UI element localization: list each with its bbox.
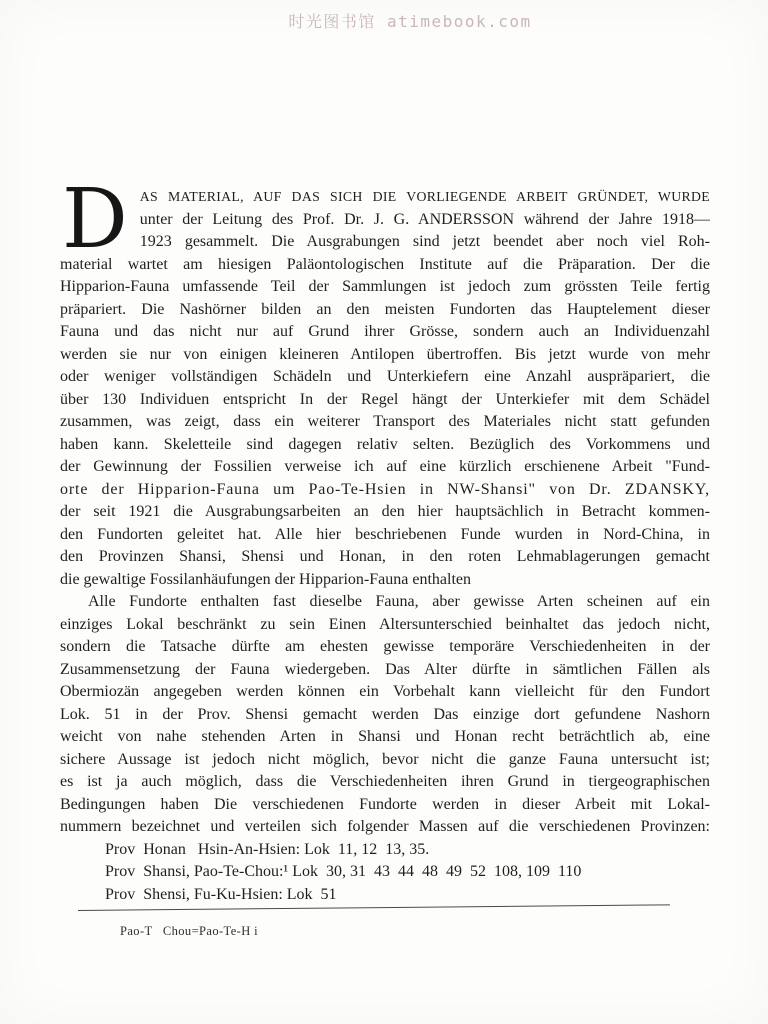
text-line: Lok. 51 in der Prov. Shensi gemacht werden Das einzige dort gefundene Nashorn <box>60 705 710 723</box>
paragraph-1 <box>60 172 710 591</box>
text-line: präpariert. Die Nashörner bilden an den meisten Fundorten das Hauptelement dieser <box>60 300 710 318</box>
text-line: werden sie nur von einigen kleineren Antilopen übertroffen. Bis jetzt wurde von mehr <box>60 345 710 363</box>
drop-cap-letter: D <box>62 172 128 267</box>
watermark-text: 时光图书馆 atimebook.com <box>288 12 532 31</box>
text-line: Fauna und das nicht nur auf Grund ihrer Grösse, sondern auch an Individuenzahl <box>60 323 710 340</box>
text-line: den Provinzen Shansi, Shensi und Honan, in den roten Lehmablagerungen gemacht <box>60 548 710 565</box>
text-line: Zusammensetzung der Fauna wiedergeben. Das Alter dürfte in sämtlichen Fällen als <box>60 660 710 678</box>
footnote-text: Pao-T Chou=Pao-Te-H i <box>120 924 259 938</box>
province-line: Prov Shensi, Fu-Ku-Hsien: Lok 51 <box>105 885 337 903</box>
text-line: weicht von nahe stehenden Arten in Shansi und Honan recht beträchtlich ab, eine <box>60 728 710 745</box>
province-locality-list <box>60 839 710 907</box>
text-line: Obermiozän angegeben werden können ein Vorbehalt kann vielleicht für den Fundort <box>60 683 710 700</box>
text-line: einziges Lokal beschränkt zu sein Einen Altersunterschied beinhaltet das jedoch nicht, <box>60 615 710 633</box>
text-line: Bedingungen haben Die verschiedenen Fundorte werden in dieser Arbeit mit Lokal- <box>60 795 710 813</box>
text-line: sondern die Tatsache dürfte am ehesten gewisse temporäre Verschiedenheiten in der <box>60 638 710 655</box>
text-line: der seit 1921 die Ausgrabungsarbeiten an den hier hauptsächlich in Betracht kommen- <box>60 503 710 520</box>
text-line: der Gewinnung der Fossilien verweise ich auf eine kürzlich erschienene Arbeit "Fund- <box>60 458 710 475</box>
text-line: die gewaltige Fossilanhäufungen der Hipparion-Fauna enthalten <box>60 570 471 588</box>
text-line: Alle Fundorte enthalten fast dieselbe Fauna, aber gewisse Arten scheinen auf ein <box>88 593 710 610</box>
text-line: haben kann. Skeletteile sind dagegen relativ selten. Bezüglich des Vorkommens und <box>60 435 710 453</box>
text-line: zusammen, was zeigt, dass ein weiterer Transport des Materiales nicht statt gefunden <box>60 413 710 430</box>
text-line: sichere Aussage ist jedoch nicht möglich, bevor nicht die ganze Fauna untersucht ist; <box>60 750 710 768</box>
text-line: AS MATERIAL, AUF DAS SICH DIE VORLIEGENDE ARBEIT GRÜNDET, WURDE <box>139 189 710 204</box>
page-content <box>60 172 710 943</box>
text-line: den Fundorten geleitet hat. Alle hier beschriebenen Funde wurden in Nord-China, in <box>60 525 710 543</box>
paragraph-2 <box>60 591 710 839</box>
text-line: unter der Leitung des Prof. Dr. J. G. ANDERSSON während der Jahre 1918— <box>139 210 710 228</box>
text-line: es ist ja auch möglich, dass die Verschiedenheiten ihren Grund in tiergeographischen <box>60 773 710 790</box>
text-line: 1923 gesammelt. Die Ausgrabungen sind jetzt beendet aber noch viel Roh- <box>139 233 710 250</box>
province-line: Prov Honan Hsin-An-Hsien: Lok 11, 12 13, 35. <box>105 840 430 858</box>
text-line: Hipparion-Fauna umfassende Teil der Sammlungen ist jedoch zum grössten Teile fertig <box>60 278 710 295</box>
text-line: orte der Hipparion-Fauna um Pao-Te-Hsien in NW-Shansi" von Dr. ZDANSKY, <box>60 480 710 498</box>
province-line: Prov Shansi, Pao-Te-Chou:¹ Lok 30, 31 43 44 48 49 52 108, 109 110 <box>105 863 582 880</box>
text-line: material wartet am hiesigen Paläontologischen Institute auf die Präparation. Der die <box>60 255 710 273</box>
text-line: über 130 Individuen entspricht In der Regel hängt der Unterkiefer mit dem Schädel <box>60 390 710 408</box>
text-line: nummern bezeichnet und verteilen sich folgender Massen auf die verschiedenen Provinzen: <box>60 818 710 835</box>
text-line: oder weniger vollständigen Schädeln und Unterkiefern eine Anzahl auspräpariert, die <box>60 368 710 385</box>
